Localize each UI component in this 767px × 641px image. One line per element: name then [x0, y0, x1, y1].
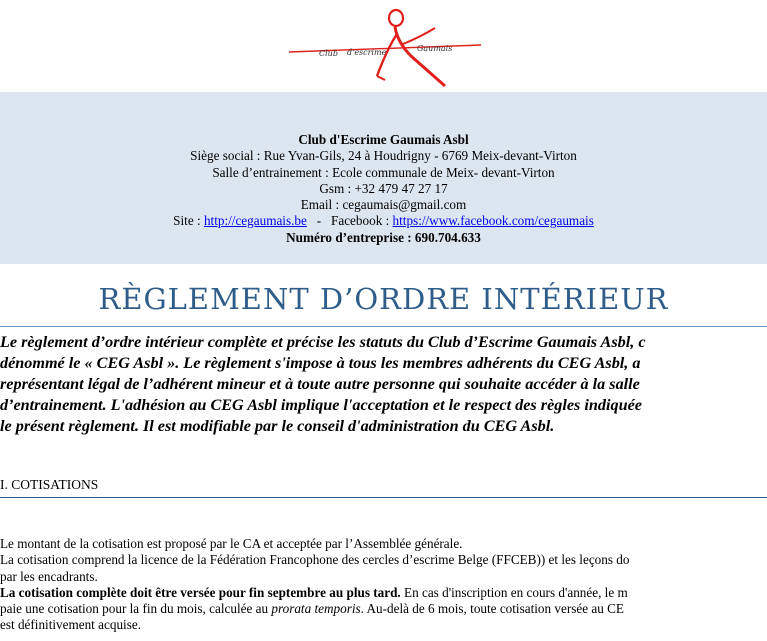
email: Email : cegaumais@gmail.com [300, 197, 467, 213]
page-title: RÈGLEMENT D’ORDRE INTÉRIEUR [98, 282, 669, 316]
intro-line: Le règlement d’ordre intérieur complète et précise les statuts du Club d’Escrime Gaumais Asbl, c [0, 333, 646, 351]
rule-bold-text: La cotisation complète doit être versée pour fin septembre au plus tard. [0, 584, 401, 600]
rule-line: est définitivement acquise. [0, 617, 141, 633]
club-name: Club d'Escrime Gaumais Asbl [298, 132, 469, 147]
rule-text: En cas d'inscription en cours d'année, le m [400, 584, 628, 600]
links-line [0, 213, 767, 229]
section-heading-cotisations: I. COTISATIONS [0, 477, 99, 492]
rule-line [0, 601, 767, 617]
intro-line: d’entrainement. L'adhésion au CEG Asbl implique l'acceptation et le respect des règles indiquée [0, 396, 642, 414]
facebook-label: - Facebook : [306, 213, 393, 229]
intro-line: le présent règlement. Il est modifiable par le conseil d'administration du CEG Asbl. [0, 417, 555, 435]
intro-paragraph [0, 332, 767, 437]
cotisations-rules [0, 536, 767, 634]
gsm: Gsm : +32 479 47 27 17 [319, 180, 448, 196]
rule-line: par les encadrants. [0, 568, 98, 584]
club-logo [285, 4, 485, 92]
facebook-link[interactable]: https://www.facebook.com/cegaumais [392, 213, 594, 229]
club-contact-block [0, 132, 767, 246]
logo-area [0, 0, 767, 92]
rule-text: . Au-delà de 6 mois, toute cotisation versée au CE [360, 601, 624, 617]
title-divider [0, 326, 767, 327]
site-link[interactable]: http://cegaumais.be [203, 213, 307, 229]
site-label: Site : [173, 213, 204, 229]
logo-head [389, 10, 403, 26]
intro-line: représentant légal de l’adhérent mineur et à toute autre personne qui souhaite accéder à la salle [0, 375, 640, 393]
section-divider [0, 497, 767, 498]
siege-social: Siège social : Rue Yvan-Gils, 24 à Houdrigny - 6769 Meix-devant-Virton [190, 148, 577, 164]
rule-line: Le montant de la cotisation est proposé par le CA et acceptée par l’Assemblée générale. [0, 536, 463, 551]
numero-entreprise: Numéro d’entreprise : 690.704.633 [286, 229, 481, 245]
rule-line [0, 585, 767, 601]
rule-text: paie une cotisation pour la fin du mois, calculée au [0, 601, 272, 617]
intro-line: dénommé le « CEG Asbl ». Le règlement s'impose à tous les membres adhérents du CEG Asbl, a [0, 354, 641, 372]
logo-text-gaumais: Gaumais [417, 44, 453, 53]
logo-text-escrime: d'escrime [347, 48, 387, 57]
rule-line: La cotisation comprend la licence de la Fédération Francophone des cercles d’escrime Belge (FFCEB)) et les leçons do [0, 552, 630, 568]
salle-entrainement: Salle d’entrainement : Ecole communale de Meix- devant-Virton [212, 164, 555, 180]
logo-text-club: Club [319, 49, 338, 58]
rule-italic-text: prorata temporis [271, 601, 361, 617]
